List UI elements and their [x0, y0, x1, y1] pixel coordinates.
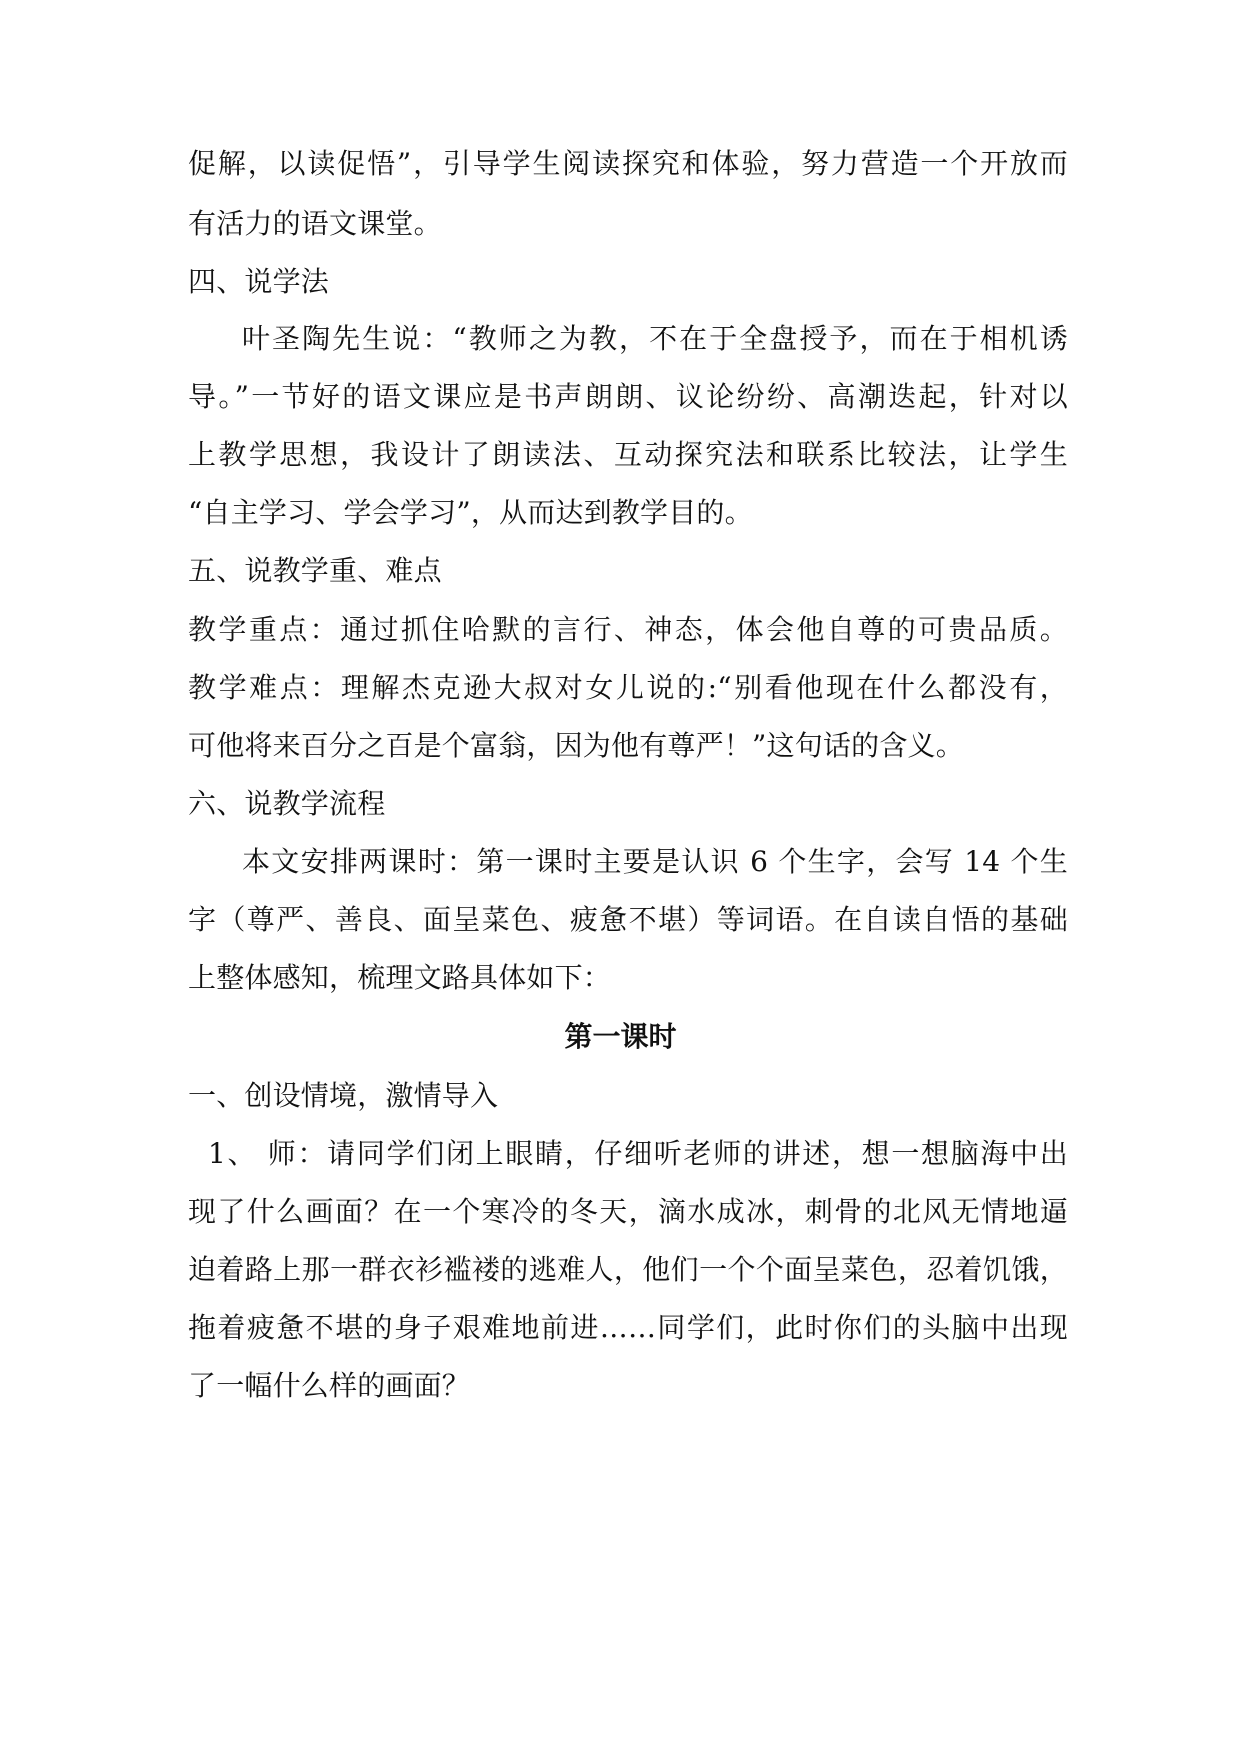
- paragraph-line: 现了什么画面？在一个寒冷的冬天，滴水成冰，刺骨的北风无情地逼: [188, 1195, 1068, 1228]
- difficult-point-line: 教学难点：理解杰克逊大叔对女儿说的:“别看他现在什么都没有，: [188, 671, 1068, 704]
- section-heading-study-method: 四、说学法: [188, 265, 330, 298]
- paragraph-line: 拖着疲惫不堪的身子艰难地前进……同学们，此时你们的头脑中出现: [188, 1311, 1068, 1344]
- paragraph-line: 可他将来百分之百是个富翁，因为他有尊严！”这句话的含义。: [188, 729, 964, 762]
- paragraph-line: 导。”一节好的语文课应是书声朗朗、议论纷纷、高潮迭起，针对以: [188, 380, 1068, 413]
- paragraph-line: 上整体感知，梳理文路具体如下：: [188, 961, 612, 994]
- paragraph-line: 本文安排两课时：第一课时主要是认识 6 个生字，会写 14 个生: [242, 845, 1068, 878]
- paragraph-line: 了一幅什么样的画面？: [188, 1369, 471, 1402]
- key-point-line: 教学重点：通过抓住哈默的言行、神态，体会他自尊的可贵品质。: [188, 613, 1068, 646]
- paragraph-line: “自主学习、学会学习”，从而达到教学目的。: [188, 496, 753, 529]
- paragraph-line: 叶圣陶先生说：“教师之为教，不在于全盘授予，而在于相机诱: [242, 322, 1068, 355]
- step-heading: 一、创设情境，激情导入: [188, 1079, 499, 1112]
- section-heading-teaching-process: 六、说教学流程: [188, 787, 386, 820]
- paragraph-line: 有活力的语文课堂。: [188, 207, 442, 240]
- paragraph-line: 1、 师：请同学们闭上眼睛，仔细听老师的讲述，想一想脑海中出: [208, 1137, 1068, 1170]
- section-heading-key-points: 五、说教学重、难点: [188, 554, 442, 587]
- paragraph-line: 迫着路上那一群衣衫褴褛的逃难人，他们一个个面呈菜色，忍着饥饿，: [188, 1253, 1068, 1286]
- paragraph-line: 促解，以读促悟”，引导学生阅读探究和体验，努力营造一个开放而: [188, 147, 1068, 180]
- lesson-title: 第一课时: [564, 1020, 677, 1053]
- paragraph-line: 字（尊严、善良、面呈菜色、疲惫不堪）等词语。在自读自悟的基础: [188, 903, 1068, 936]
- paragraph-line: 上教学思想，我设计了朗读法、互动探究法和联系比较法，让学生: [188, 438, 1068, 471]
